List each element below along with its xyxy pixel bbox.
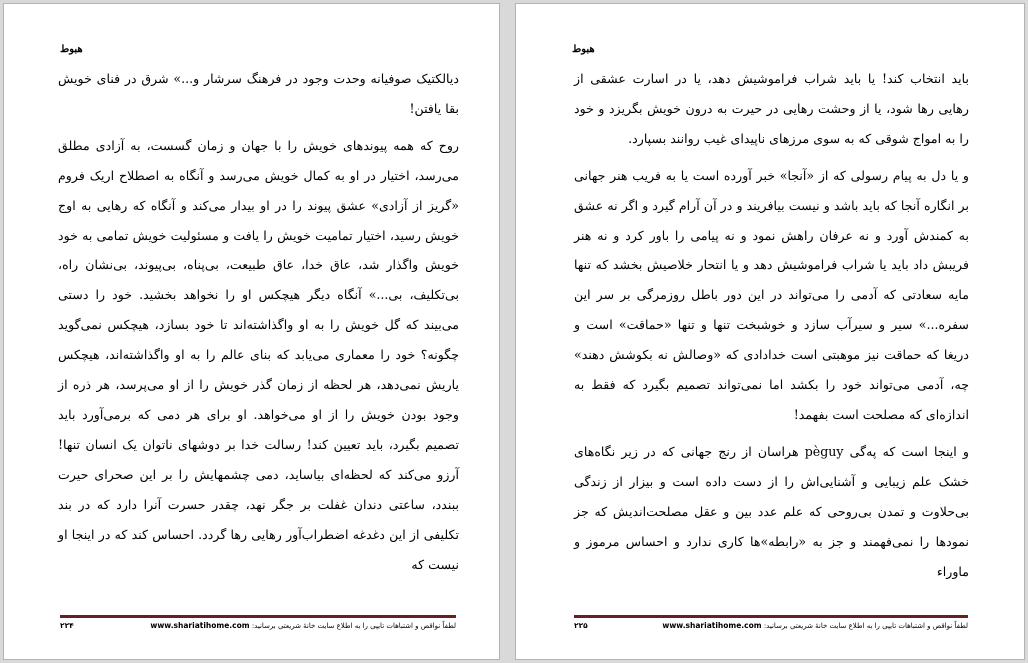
footer-note bbox=[150, 621, 456, 630]
footer-url[interactable]: www.shariatihome.com bbox=[662, 621, 762, 630]
footer-divider bbox=[574, 615, 968, 618]
paragraph: و یا دل به پیام رسولی که از «آنجا» خبر آورده است یا به فریب هنر جهانی بر انگاره آنجا که باید باشد و نیست بیافریند و در آن آرام گیرد و اگر نه عشق به کمندش آورد و نه عرفان راهش نمود و نه پیامی را باور کرد و نه هنر فریبش داد باید یا شراب فراموشیش دهد و یا انتحار خلاصیش بخشد که تنها مایه سعادتی که آدمی را می‌تواند در این دور باطل روزمرگی بر سر این سفره...» سیر و سیرآب سازد و خوشبخت تنها و تنها «حماقت» است و دریغا که حماقت نیز موهبتی است خدادادی که «وصالش نه بکوشش دهند» چه، آدمی می‌تواند خود را بکشد اما نمی‌تواند تصمیم بگیرد که فقط به اندازه‌ای که مصلحت است بفهمد! bbox=[574, 167, 969, 422]
page-number: ۲۲۵ bbox=[574, 621, 588, 630]
paragraph: روح که همه پیوندهای خویش را با جهان و زمان گسست، به آزادی مطلق می‌رسد، اختیار در او به کمال خویش می‌رسد و آنگاه به اصطلاح اریک فروم «گریز از آزادی» عشق پیوند را در او بیدار می‌کند و آنگاه که رهایی به اوج خویش رسید، اختیار تمامیت خویش را یافت و مسئولیت خویش تمامی به خود خویش واگذار شد، عاق خدا، عاق طبیعت، بی‌پناه، بی‌پیوند، بی‌نشان راه، بی‌تکلیف، بی...» آنگاه دیگر هیچکس او را نخواهد بخشید. خود را دستی می‌بیند که گل خویش را به او واگذاشته‌اند تا خود بسازد، هیچکس نمی‌گوید چگونه؟ خود را معماری می‌یابد که بنای عالم را به او واگذاشته‌اند، هیچکس یاریش نمی‌دهد، هر لحظه از زمان گذر خویش را از او می‌پرسد، هر ذره از وجود بودن خویش را از او می‌خواهد. او برای هر دمی که برمی‌آورد باید تصمیم بگیرد، باید تعیین کند! رسالت خدا بر دوشهای ناتوان یک انسان تنها! آرزو می‌کند که لحظه‌ای بیاساید، دمی چشمهایش را بر این صحرای حیرت ببندد، ساعتی دندان غفلت بر جگر نهد، چقدر حسرت آنرا دارد که در بند تکلیفی از این دغدغه اضطراب‌آور رهایی رها گردد. احساس کند که در اینجا او نیست که bbox=[58, 137, 459, 572]
page-body-text bbox=[574, 64, 969, 586]
running-head: هبوط bbox=[60, 44, 83, 55]
page-body-text bbox=[58, 64, 459, 579]
book-page-right bbox=[515, 3, 1025, 660]
running-head: هبوط bbox=[572, 44, 595, 55]
paragraph: و اینجا است که په‌گی pèguy هراسان از رنج جهانی که در زیر نگاه‌های خشک علم زیبایی و آشنایی‌اش را از دست داده است و بیزار از زندگی بی‌حلاوت و تمدن بی‌روحی که علم عدد بین و عقل مصلحت‌اندیش که جز نمودها را نمی‌فهمند و جز به «رابطه»ها کاری ندارد و احساس مرموز و ماوراء bbox=[574, 443, 969, 579]
page-footer bbox=[574, 621, 968, 633]
paragraph: دیالکتیک صوفیانه وحدت وجود در فرهنگ سرشار و...» شرق در فنای خویش بقا یافتن! bbox=[58, 71, 459, 116]
footer-note bbox=[662, 621, 968, 630]
footer-note-text: لطفاً نواقص و اشتباهات تایپی را به اطلاع سایت خانهٔ شریعتی برسانید: bbox=[251, 622, 456, 630]
paragraph: باید انتخاب کند! یا باید شراب فراموشیش دهد، یا در اسارت عشقی از رهایی رها شود، یا از وحشت رهایی در حیرت به درون خویش بگریزد و خود را به امواج شوقی که به سوی مرزهای ناپیدای غیب روانند بسپارد. bbox=[574, 71, 969, 146]
footer-url[interactable]: www.shariatihome.com bbox=[150, 621, 250, 630]
book-page-left bbox=[3, 3, 500, 660]
page-footer bbox=[60, 621, 456, 633]
page-number: ۲۲۴ bbox=[60, 621, 74, 630]
footer-note-text: لطفاً نواقص و اشتباهات تایپی را به اطلاع سایت خانهٔ شریعتی برسانید: bbox=[763, 622, 968, 630]
footer-divider bbox=[60, 615, 456, 618]
